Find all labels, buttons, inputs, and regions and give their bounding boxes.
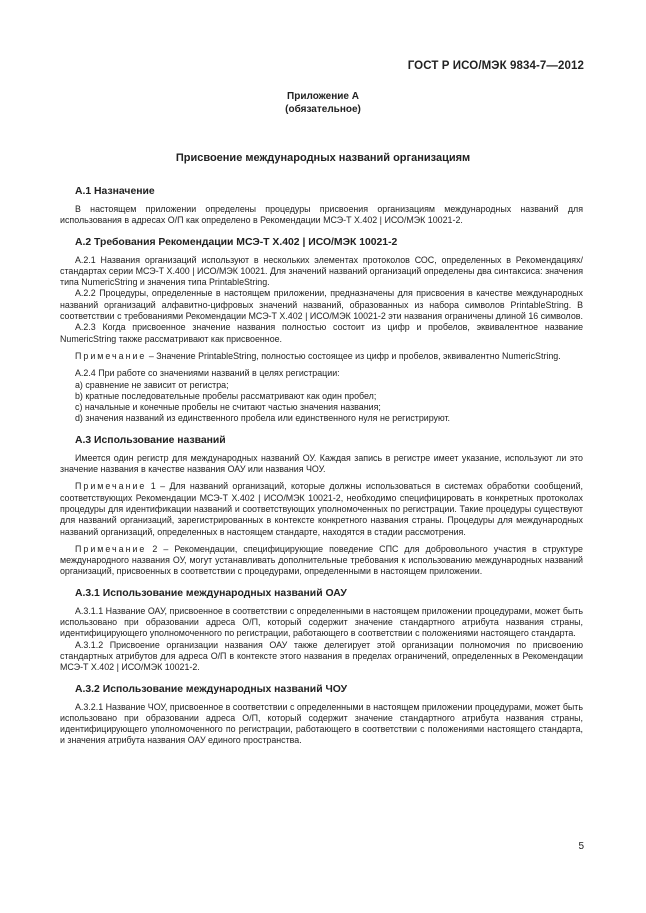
- section-heading-a31: А.3.1 Использование международных названий ОАУ: [75, 587, 347, 599]
- paragraph: А.2.3 Когда присвоенное значение названия полностью состоит из цифр и пробелов, эквивалентное название NumericString также рассматривают как присвоенное.: [60, 322, 583, 344]
- note-label: Примечание: [75, 543, 147, 554]
- section-heading-a3: А.3 Использование названий: [75, 434, 226, 446]
- note-text: 2 – Рекомендации, специфицирующие поведение СПС для добровольного участия в структуре международного названия ОУ, могут устанавливать дополнительные требования к использованию международных названий организаций, присвоенных в соответствии с процедурами, определенными в настоящем приложении.: [60, 543, 583, 577]
- annex-title: Приложение А: [287, 91, 359, 102]
- section-heading-a32: А.3.2 Использование международных названий ЧОУ: [75, 683, 348, 695]
- list-item: а) сравнение не зависит от регистра;: [75, 379, 229, 390]
- list-item: b) кратные последовательные пробелы рассматривают как один пробел;: [75, 390, 377, 401]
- document-title: Присвоение международных названий организациям: [175, 152, 471, 164]
- note-text: 1 – Для названий организаций, которые должны использоваться в системах обработки сообщений, соответствующих Рекомендации МСЭ-Т Х.402 | ИСО/МЭК 10021-2, необходимо специфицировать в конкретных протоколах процедуры для идентификации названий и соответствующих уполномоченных по регистрации. Такие процедуры существуют для названий организаций, зарегистрированных в контексте конкретного названия страны. Процедуры для международных названий организаций, определенных в настоящем стандарте, находятся в стадии рассмотрения.: [60, 481, 583, 537]
- document-body: [60, 185, 583, 747]
- note: [60, 544, 583, 578]
- paragraph: А.2.1 Названия организаций используют в нескольких элементах протоколов СОС, определенных в Рекомендациях/стандартах серии МСЭ-Т Х.400 | ИСО/МЭК 10021. Для значений названий организаций определены два синтаксиса: значения типа NumericString и значения типа PrintableString.: [60, 254, 583, 288]
- note-label: Примечание: [75, 481, 147, 492]
- page-number: 5: [578, 841, 584, 852]
- paragraph: В настоящем приложении определены процедуры присвоения организациям международных названий для использования в адресах О/П как определено в Рекомендации МСЭ-Т Х.402 | ИСО/МЭК 10021-2.: [60, 204, 583, 226]
- paragraph: А.2.4 При работе со значениями названий в целях регистрации:: [75, 368, 340, 379]
- paragraph: А.3.1.1 Название ОАУ, присвоенное в соответствии с определенными в настоящем приложении процедурами, может быть использовано при образовании адреса О/П, который содержит значение стандартного атрибута названия страны, идентифицирующего уполномоченного по регистрации, работающего в соответствии с положениями настоящего стандарта.: [60, 605, 583, 639]
- section-heading-a2: А.2 Требования Рекомендации МСЭ-Т Х.402 | ИСО/МЭК 10021-2: [75, 236, 398, 248]
- annex-status: (обязательное): [285, 104, 361, 115]
- list-item: d) значения названий из единственного пробела или единственного нуля не регистрируют.: [75, 413, 450, 424]
- note-label: Примечание: [75, 350, 147, 361]
- paragraph: А.2.2 Процедуры, определенные в настоящем приложении, предназначены для присвоения в качестве международных названий организаций алфавитно-цифровых значений названий, образованных из набора символов PrintableString. В соответствии с требованиями Рекомендации МСЭ-Т Х.402 | ИСО/МЭК 10021-2 эти названия ограничены длиной 16 символов.: [60, 288, 583, 322]
- note-text: – Значение PrintableString, полностью состоящее из цифр и пробелов, эквивалентно NumericString.: [146, 350, 561, 361]
- paragraph: А.3.2.1 Название ЧОУ, присвоенное в соответствии с определенными в настоящем приложении процедурами, может быть использовано при образовании адреса О/П, который содержит значение стандартного атрибута названия страны, идентифицирующего уполномоченного по регистрации, работающего в соответствии с положениями настоящего стандарта, и значения атрибута названия ОАУ единого пространства.: [60, 701, 583, 746]
- section-heading-a1: А.1 Назначение: [75, 186, 155, 197]
- paragraph: Имеется один регистр для международных названий ОУ. Каждая запись в регистре имеет указание, используют ли это значение названия в качестве названия ОАУ или названия ЧОУ.: [60, 452, 583, 475]
- list-item: с) начальные и конечные пробелы не считают частью значения названия;: [75, 402, 381, 413]
- note: [60, 351, 583, 362]
- paragraph: А.3.1.2 Присвоение организации названия ОАУ также делегирует этой организации полномочия по присвоению стандартных атрибутов для адреса О/П в контексте этого названия в пределах ограничений, определенных в Рекомендации МСЭ-Т Х.402 | ИСО/МЭК 10021-2.: [60, 639, 583, 673]
- note: [60, 481, 583, 537]
- standard-designation: ГОСТ Р ИСО/МЭК 9834-7—2012: [407, 60, 584, 72]
